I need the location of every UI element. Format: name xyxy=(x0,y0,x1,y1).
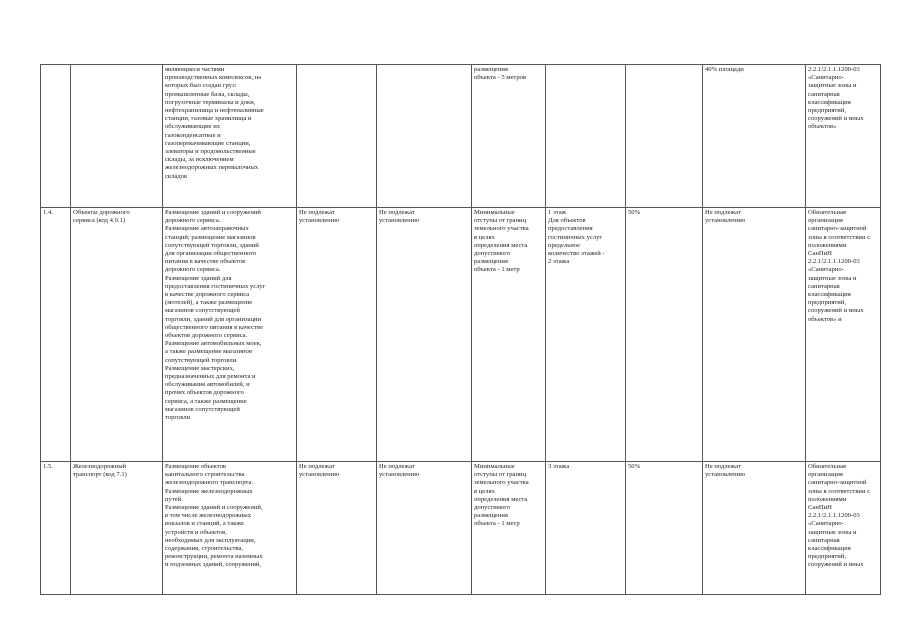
coverage-cell xyxy=(626,208,703,462)
cell-text-line: в том числе железнодорожных xyxy=(165,512,252,520)
cell-text-line: сервиса, а также размещение xyxy=(165,397,247,405)
cell-text-line: Не подлежат xyxy=(379,209,415,216)
cell-text-line: станции, газовые хранилища и xyxy=(165,115,252,123)
cell-text-line: объекта - 1 метр xyxy=(474,520,520,528)
coverage-cell xyxy=(626,65,703,208)
cell-text-line: установлению xyxy=(379,471,420,479)
cell-text-line: «Санитарно- xyxy=(808,74,844,82)
cell-text-line: «Санитарно- xyxy=(808,266,844,274)
cell-text-line: погрузочные терминалы и доки, xyxy=(165,98,256,106)
cell-text-line: СанПиН xyxy=(808,504,832,512)
cell-text-line: станций; размещение магазинов xyxy=(165,233,256,241)
cell-text-line: Размещение зданий и сооружений, xyxy=(165,504,263,512)
cell-text-line: магазинов сопутствующей xyxy=(165,405,240,413)
cell-text-line: отступы от границ xyxy=(474,471,527,479)
cell-text-line: сопутствующей торговли. xyxy=(165,356,238,364)
cell-text-line: объекта - 1 метр xyxy=(474,266,520,274)
cell-text-line: земельного участка xyxy=(474,479,529,487)
cell-text-line: зоны в соответствии с xyxy=(808,487,871,495)
cell-text-line: положениями xyxy=(808,241,847,249)
cell-text-line: Минимальные xyxy=(474,209,515,216)
cell-text-line: «Санитарно- xyxy=(808,520,844,528)
cell-text-line: а также размещение магазинов xyxy=(165,348,252,356)
cell-text-line: обслуживающие их xyxy=(165,123,221,131)
restrictions-cell xyxy=(806,462,881,595)
other-params-cell xyxy=(703,65,806,208)
cell-text-line: (мотелей), а также размещение xyxy=(165,299,253,307)
cell-text-line: газоперекачивающие станции, xyxy=(165,139,251,147)
cell-text-line: защитные зоны и xyxy=(808,274,857,282)
cell-text-line: предприятий, xyxy=(808,553,846,561)
cell-text-line: прочих объектов дорожного xyxy=(165,389,244,397)
limit-cell xyxy=(297,65,377,208)
land-use-name-cell xyxy=(71,65,163,208)
cell-text-line: Размещение объектов xyxy=(165,463,226,470)
cell-text-line: определения места xyxy=(474,241,528,249)
cell-text-line: организация xyxy=(808,217,843,225)
table-row xyxy=(41,462,881,595)
cell-text-line: содержания, строительства, xyxy=(165,545,244,553)
cell-text-line: газоконденсатные и xyxy=(165,131,221,139)
cell-text-line: 1 этаж xyxy=(548,209,567,216)
cell-text-line: санитарно-защитной xyxy=(808,479,867,487)
cell-text-line: в целях xyxy=(474,233,495,241)
cell-text-line: предназначенных для ремонта и xyxy=(165,373,256,381)
cell-text-line: сервиса (код 4.9.1) xyxy=(73,217,126,225)
row-number-cell: 1.5. xyxy=(41,462,71,595)
cell-text-line: Размещение автомобильных моек, xyxy=(165,340,262,348)
cell-text-line: установлению xyxy=(299,471,340,479)
cell-text-line: путей. xyxy=(165,495,183,503)
cell-text-line: установлению xyxy=(705,217,746,225)
cell-text-line: складов xyxy=(165,172,188,180)
cell-text-line: 2.2.1/2.1.1.1200-03 xyxy=(808,66,860,73)
limit-cell xyxy=(297,462,377,595)
cell-text-line: СанПиН xyxy=(808,250,832,258)
other-params-cell xyxy=(703,208,806,462)
cell-text-line: промышленные базы, склады, xyxy=(165,90,250,98)
floors-cell xyxy=(546,208,626,462)
cell-text-line: сооружений и иных xyxy=(808,307,864,315)
cell-text-line: санитарная xyxy=(808,90,840,98)
cell-text-line: 50% xyxy=(628,209,641,216)
cell-text-line: обслуживания автомобилей, и xyxy=(165,381,250,389)
cell-text-line: 2 этажа xyxy=(548,258,570,266)
cell-text-line: объектов дорожного сервиса. xyxy=(165,332,248,340)
cell-text-line: железнодорожного транспорта. xyxy=(165,479,254,487)
cell-text-line: Размещение автозаправочных xyxy=(165,225,249,233)
cell-text-line: Не подлежат xyxy=(705,463,741,470)
cell-text-line: классификация xyxy=(808,291,851,299)
cell-text-line: элеваторы и продовольственные xyxy=(165,148,256,156)
cell-text-line: железнодорожных перевалочных xyxy=(165,164,259,172)
cell-text-line: объектов» xyxy=(808,123,837,131)
cell-text-line: производственных комплексов, на xyxy=(165,74,262,82)
floors-cell xyxy=(546,65,626,208)
cell-text-line: Размещение железнодорожных xyxy=(165,487,253,495)
cell-text-line: защитные зоны и xyxy=(808,82,857,90)
cell-text-line: питания в качестве объектов xyxy=(165,258,246,266)
cell-text-line: установлению xyxy=(379,217,420,225)
table-row xyxy=(41,208,881,462)
land-use-name-cell xyxy=(71,208,163,462)
cell-text-line: предприятий, xyxy=(808,299,846,307)
cell-text-line: санитарная xyxy=(808,536,840,544)
cell-text-line: земельного участка xyxy=(474,225,529,233)
row-number-cell: 1.4. xyxy=(41,208,71,462)
cell-text-line: Объекты дорожного xyxy=(73,209,130,216)
cell-text-line: Обязательная xyxy=(808,209,846,216)
cell-text-line: размещения xyxy=(474,66,508,73)
cell-text-line: Не подлежат xyxy=(299,463,335,470)
cell-text-line: капитального строительства xyxy=(165,471,245,479)
cell-text-line: нефтехранилища и нефтеналивные xyxy=(165,107,264,115)
land-use-name-cell xyxy=(71,462,163,595)
setback-cell xyxy=(472,208,546,462)
limit-cell xyxy=(377,208,472,462)
cell-text-line: объекта - 5 метров xyxy=(474,74,527,82)
cell-text-line: общественного питания в качестве xyxy=(165,323,263,331)
cell-text-line: в целях xyxy=(474,487,495,495)
floors-cell xyxy=(546,462,626,595)
cell-text-line: размещения xyxy=(474,512,508,520)
cell-text-line: предприятий, xyxy=(808,107,846,115)
restrictions-cell xyxy=(806,65,881,208)
cell-text-line: 2.2.1/2.1.1.1200-03 xyxy=(808,512,860,520)
restrictions-cell xyxy=(806,208,881,462)
cell-text-line: склады, за исключением xyxy=(165,156,234,164)
cell-text-line: защитные зоны и xyxy=(808,528,857,536)
cell-text-line: количество этажей - xyxy=(548,250,605,258)
other-params-cell xyxy=(703,462,806,595)
cell-text-line: классификация xyxy=(808,98,851,106)
cell-text-line: санитарная xyxy=(808,282,840,290)
cell-text-line: гостиничных услуг xyxy=(548,233,603,241)
table-row xyxy=(41,65,881,208)
cell-text-line: являющиеся частями xyxy=(165,66,225,73)
cell-text-line: Размещение зданий для xyxy=(165,274,232,282)
cell-text-line: сооружений и иных xyxy=(808,115,864,123)
cell-text-line: Минимальные xyxy=(474,463,515,470)
cell-text-line: 3 этажа xyxy=(548,463,570,470)
coverage-cell xyxy=(626,462,703,595)
cell-text-line: размещения xyxy=(474,258,508,266)
cell-text-line: устройств и объектов, xyxy=(165,528,227,536)
cell-text-line: торговли, зданий для организации xyxy=(165,315,262,323)
cell-text-line: классификация xyxy=(808,545,851,553)
description-cell xyxy=(163,65,297,208)
cell-text-line: дорожного сервиса. xyxy=(165,266,221,274)
cell-text-line: 40% площади xyxy=(705,66,744,73)
cell-text-line: Не подлежат xyxy=(705,209,741,216)
cell-text-line: зоны в соответствии с xyxy=(808,233,871,241)
description-cell xyxy=(163,208,297,462)
cell-text-line: транспорт (код 7.1) xyxy=(73,471,127,479)
cell-text-line: 50% xyxy=(628,463,641,470)
cell-text-line: Для объектов xyxy=(548,217,586,225)
setback-cell xyxy=(472,65,546,208)
limit-cell xyxy=(377,65,472,208)
cell-text-line: положениями xyxy=(808,495,847,503)
limit-cell xyxy=(377,462,472,595)
cell-text-line: 2.2.1/2.1.1.1200-03 xyxy=(808,258,860,266)
cell-text-line: Не подлежат xyxy=(299,209,335,216)
cell-text-line: установлению xyxy=(299,217,340,225)
cell-text-line: в качестве дорожного сервиса xyxy=(165,291,250,299)
cell-text-line: организация xyxy=(808,471,843,479)
cell-text-line: объектов» и xyxy=(808,315,842,323)
setback-cell xyxy=(472,462,546,595)
table-body xyxy=(41,65,881,595)
cell-text-line: определения места xyxy=(474,495,528,503)
cell-text-line: отступы от границ xyxy=(474,217,527,225)
cell-text-line: торговли xyxy=(165,414,191,422)
cell-text-line: которых был создан груз: xyxy=(165,82,237,90)
cell-text-line: допустимого xyxy=(474,504,511,512)
cell-text-line: для организации общественного xyxy=(165,250,257,258)
cell-text-line: реконструкции, ремонта наземных xyxy=(165,553,263,561)
cell-text-line: предоставления xyxy=(548,225,593,233)
cell-text-line: допустимого xyxy=(474,250,511,258)
description-cell xyxy=(163,462,297,595)
cell-text-line: предельное xyxy=(548,241,581,249)
cell-text-line: сооружений и иных xyxy=(808,561,864,569)
cell-text-line: установлению xyxy=(705,471,746,479)
cell-text-line: вокзалов и станций, а также xyxy=(165,520,244,528)
cell-text-line: дорожного сервиса. xyxy=(165,217,221,225)
limit-cell xyxy=(297,208,377,462)
cell-text-line: сопутствующей торговли, зданий xyxy=(165,241,259,249)
cell-text-line: магазинов сопутствующей xyxy=(165,307,240,315)
cell-text-line: Железнодорожный xyxy=(73,463,127,470)
cell-text-line: и подземных зданий, сооружений, xyxy=(165,561,262,569)
cell-text-line: предоставления гостиничных услуг xyxy=(165,282,266,290)
cell-text-line: Обязательная xyxy=(808,463,846,470)
cell-text-line: санитарно-защитной xyxy=(808,225,867,233)
cell-text-line: Размещение зданий и сооружений xyxy=(165,209,261,216)
cell-text-line: необходимых для эксплуатации, xyxy=(165,536,256,544)
row-number-cell xyxy=(41,65,71,208)
cell-text-line: Не подлежат xyxy=(379,463,415,470)
regulations-table xyxy=(40,64,881,595)
cell-text-line: Размещение мастерских, xyxy=(165,364,235,372)
